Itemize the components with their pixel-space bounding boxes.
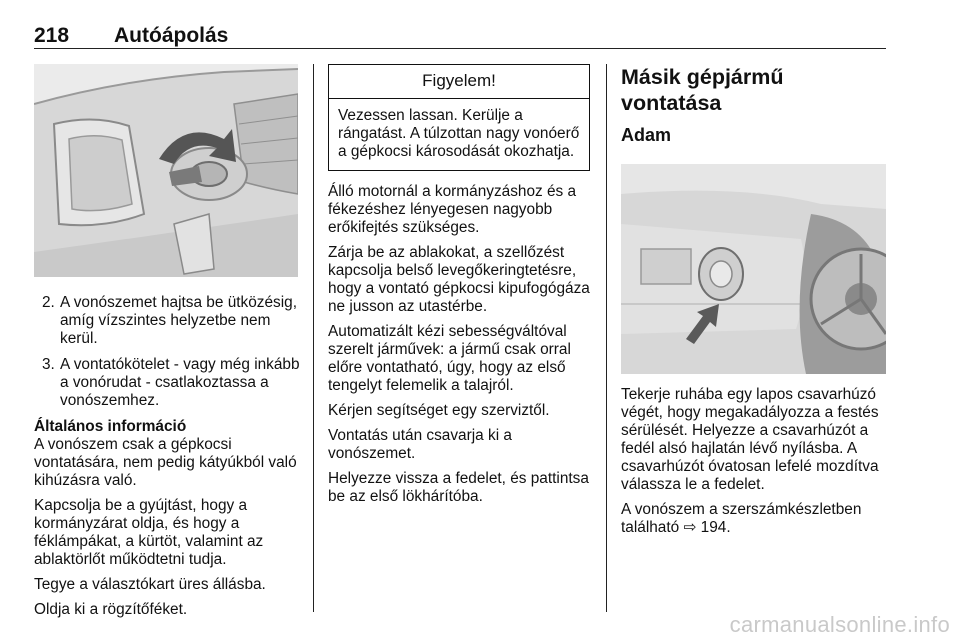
- left-column: [34, 64, 300, 626]
- paragraph: Oldja ki a rögzítőféket.: [34, 601, 188, 618]
- warning-body: Vezessen lassan. Kerülje a rángatást. A túlzottan nagy vonóerő a gépkocsi károsodását okozhatja.: [338, 107, 580, 160]
- list-item: 2. A vonószemet hajtsa be ütközésig, amíg vízszintes helyzetbe nem kerül.: [42, 294, 297, 347]
- watermark: carmanualsonline.info: [729, 612, 950, 637]
- middle-column: [328, 64, 592, 513]
- section-title: Autóápolás: [114, 24, 229, 47]
- front-bumper-towing-eye-icon: [34, 64, 298, 277]
- model-subheading: Adam: [621, 125, 672, 145]
- subheading-general-info: Általános információ: [34, 418, 187, 435]
- page-reference-number[interactable]: 194.: [700, 519, 731, 536]
- paragraph: Kapcsolja be a gyújtást, hogy a kormányzárat oldja, és hogy a féklámpákat, a kürtöt, valamint az ablaktörlőt működtetni tudja.: [34, 497, 264, 568]
- rear-bumper-cover-icon: [621, 164, 886, 374]
- paragraph: Helyezze vissza a fedelet, és pattintsa be az első lökhárítóba.: [328, 470, 589, 505]
- page-reference-arrow-icon[interactable]: ⇨: [683, 519, 697, 536]
- list-item: 3. A vontatókötelet - vagy még inkább a vonórudat - csatlakoztassa a vonószemhez.: [42, 356, 300, 409]
- paragraph: Tekerje ruhába egy lapos csavarhúzó végét, hogy megakadályozza a festés sérülését. Helyezze a csavarhúzót a fedél alsó hajlatán lévő nyílásba. A csavarhúzót óvatosan lefelé mozdítva válassza le a fedelet.: [621, 386, 879, 493]
- paragraph: Automatizált kézi sebességváltóval szerelt járművek: a jármű csak orral előre vontatható, úgy, hogy az első tengelyt felemelik a talajról.: [328, 323, 571, 394]
- section-heading: Másik gépjármű vontatása: [621, 65, 784, 115]
- paragraph: Álló motornál a kormányzáshoz és a fékezéshez lényegesen nagyobb erőkifejtés szükséges.: [328, 183, 577, 236]
- page-header: [34, 22, 886, 49]
- column-divider-1: [313, 64, 314, 612]
- paragraph: Kérjen segítséget egy szerviztől.: [328, 402, 550, 419]
- right-column: [621, 64, 889, 544]
- reference-paragraph: A vonószem a szerszámkészletben található ⇨ 194.: [621, 501, 862, 536]
- page-number: 218: [34, 24, 70, 47]
- warning-title: Figyelem!: [329, 65, 589, 99]
- paragraph: Tegye a választókart üres állásba.: [34, 576, 266, 593]
- paragraph: Zárja be az ablakokat, a szellőzést kapcsolja belső levegőkeringtetésre, hogy a vontató gépkocsi kipufogógáza ne jusson az utastérbe.: [328, 244, 590, 315]
- paragraph: A vonószem csak a gépkocsi vontatására, nem pedig kátyúkból való kihúzásra való.: [34, 436, 297, 489]
- warning-box: [328, 64, 590, 171]
- column-divider-2: [606, 64, 607, 612]
- paragraph: Vontatás után csavarja ki a vonószemet.: [328, 427, 512, 462]
- towing-steps-list: [34, 294, 300, 410]
